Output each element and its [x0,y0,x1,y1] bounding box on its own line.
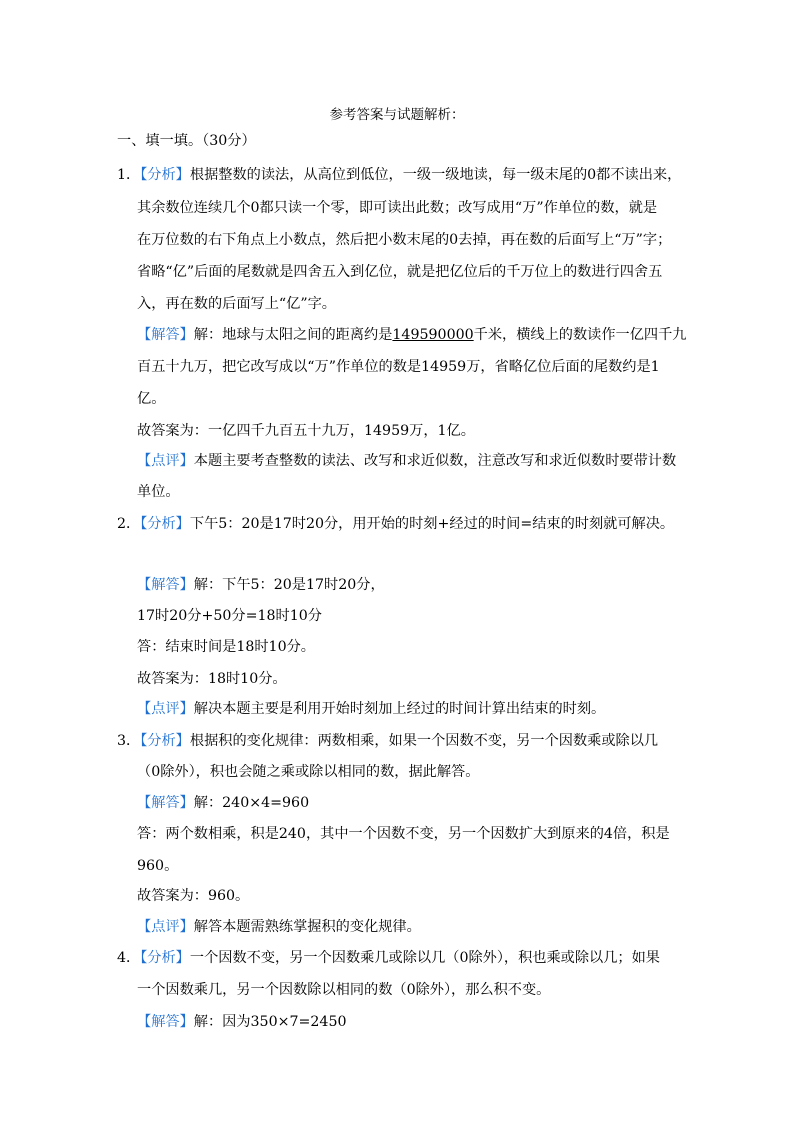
question-number: 3． [117,733,141,749]
q2-analysis-line-1 [117,514,674,534]
q1-analysis-line-2: 其余数位连续几个0都只读一个零，即可读出此数；改写成用“万”作单位的数，就是 [137,200,658,216]
solution-text: 解：下午5：20是17时20分， [193,577,385,593]
q1-comment-line-1 [137,451,676,471]
q3-solution-line-3: 960。 [137,858,179,874]
answer-tag: 【解答】 [137,1014,194,1030]
section-heading: 一、填一填。（30分） [117,133,256,149]
question-number: 4． [117,950,141,966]
solution-text: 千米，横线上的数读作一亿四千九 [473,327,687,343]
comment-tag: 【点评】 [137,701,194,717]
analysis-tag: 【分析】 [140,950,190,966]
page-title: 参考答案与试题解析： [329,107,465,123]
q1-analysis-line-3: 在万位数的右下角点上小数点，然后把小数末尾的0去掉，再在数的后面写上“万”字； [137,232,672,248]
q4-analysis-line-2: 一个因数乘几，另一个因数除以相同的数（0除外），那么积不变。 [137,982,551,998]
q2-comment-line-1 [137,699,605,719]
question-number: 1． [117,167,141,183]
q1-analysis-line-5: 入，再在数的后面写上“亿”字。 [137,296,336,312]
answer-tag: 【解答】 [137,327,194,343]
comment-text: 解决本题主要是利用开始时刻加上经过的时间计算出结束的时刻。 [193,701,606,717]
solution-text: 解：地球与太阳之间的距离约是 [193,327,393,343]
comment-tag: 【点评】 [137,919,194,935]
analysis-tag: 【分析】 [140,733,190,749]
analysis-tag: 【分析】 [140,167,190,183]
q3-solution-line-2: 答：两个数相乘，积是240，其中一个因数不变，另一个因数扩大到原来的4倍，积是 [137,826,670,842]
q1-analysis-line-4: 省略“亿”后面的尾数就是四舍五入到亿位，就是把亿位后的千万位上的数进行四舍五 [137,264,663,280]
q3-analysis-line-1 [117,731,658,751]
q4-analysis-line-1 [117,948,660,968]
analysis-text: 根据整数的读法，从高位到低位，一级一级地读，每一级末尾的0都不读出来， [189,167,682,183]
q2-solution-line-1 [137,575,385,595]
q3-solution-line-1 [137,793,309,813]
q2-solution-line-3: 答：结束时间是18时10分。 [137,639,315,655]
q1-solution-line-3: 亿。 [137,391,166,407]
solution-text: 解：因为350×7=2450 [193,1014,347,1030]
comment-text: 解答本题需熟练掌握积的变化规律。 [193,919,421,935]
answer-tag: 【解答】 [137,577,194,593]
q1-solution-line-1 [137,325,686,345]
q2-final-answer: 故答案为：18时10分。 [137,671,287,687]
comment-tag: 【点评】 [137,453,194,469]
q4-solution-line-1 [137,1012,347,1032]
q1-comment-line-2: 单位。 [137,484,180,500]
analysis-text: 根据积的变化规律：两数相乘，如果一个因数不变，另一个因数乘或除以几 [189,733,659,749]
comment-text: 本题主要考查整数的读法、改写和求近似数，注意改写和求近似数时要带计数 [193,453,677,469]
analysis-tag: 【分析】 [140,516,190,532]
q3-comment-line-1 [137,917,421,937]
analysis-text: 下午5：20是17时20分，用开始的时刻+经过的时间=结束的时刻就可解决。 [189,516,675,532]
question-number: 2． [117,516,141,532]
q1-analysis-line-1 [117,165,681,185]
analysis-text: 一个因数不变，另一个因数乘几或除以几（0除外），积也乘或除以几；如果 [189,950,660,966]
q3-analysis-line-2: （0除外），积也会随之乘或除以相同的数，据此解答。 [137,764,480,780]
q1-solution-line-2: 百五十九万，把它改写成以“万”作单位的数是14959万，省略亿位后面的尾数约是1 [137,359,660,375]
underlined-number: 149590000 [392,327,474,343]
q2-solution-line-2: 17时20分+50分=18时10分 [137,608,322,624]
solution-text: 解：240×4=960 [193,795,310,811]
q1-final-answer: 故答案为：一亿四千九百五十九万，14959万，1亿。 [137,423,475,439]
q3-final-answer: 故答案为：960。 [137,888,250,904]
answer-tag: 【解答】 [137,795,194,811]
